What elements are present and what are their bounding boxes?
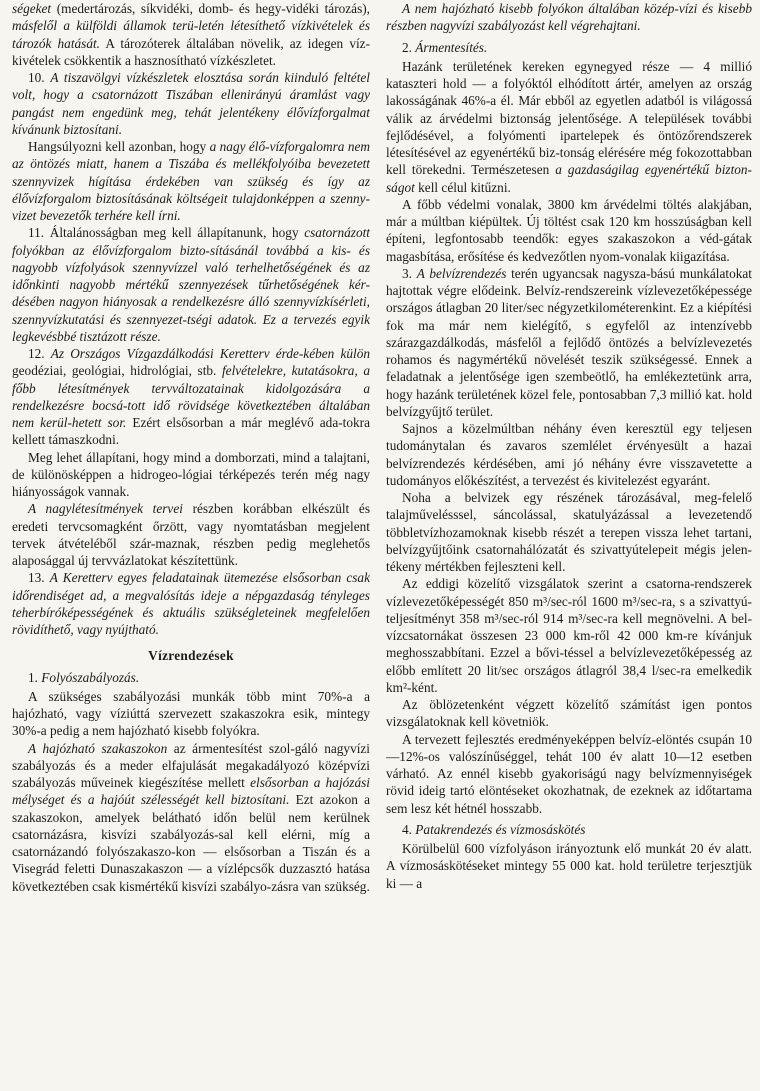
paragraph: Az öblözetenként végzett közelítő számítást igen pontos vizsgálatoknak kell követniök. bbox=[386, 697, 752, 730]
paragraph: Meg lehet állapítani, hogy mind a domborzati, mind a talajtani, de különösképpen a hidrogeo-lógiai térképezés terén még nagy hiányosságok vannak. bbox=[12, 449, 370, 499]
paragraph: ségeket (medertározás, síkvidéki, domb- és hegy-vidéki tározás), másfelől a külföldi államok terü-letén létesíthető vízkivételek és tározók hatását. A tározóterek általában növelik, az idegen víz-kivételek csökkentik a hasznosítható vízkészletet. bbox=[12, 1, 370, 68]
paragraph: A főbb védelmi vonalak, 3800 km árvédelmi töltés alakjában, már a múltban kiépültek. Új töltést csak 120 km hosszúságban kell építeni, legfontosabb teendők: egyes szakaszokon a véd-gátak magasbítása, erősítése és kedvezőtlen nyom-vonalak kiigazítása. bbox=[386, 196, 752, 264]
paragraph: A nagylétesítmények tervei részben korábban elkészült és eredeti tervcsomagként őrzött, vagy nyomtatásban megjelent tervek átvételéből szár-maznak, részben pedig meglehetős alaposággal új tervvázlatokat készítettünk. bbox=[12, 501, 370, 568]
paragraph: Hangsúlyozni kell azonban, hogy a nagy élő-vízforgalomra nem az öntözés miatt, hanem a Tiszába és mellékfolyóiba bevezetett szennyvizek hígítása érdekében van szükség és így az élővízforgalom biztosításának költségeit tulajdonképpen a szenny-vizet bevezetők terhére kell írni. bbox=[12, 139, 370, 223]
subsection-heading: 1. Folyószabályozás. bbox=[28, 669, 140, 685]
paragraph: A tervezett fejlesztés eredményeképpen belvíz-elöntés csupán 10—12%-os valószínűséggel, tehát 100 év alatt 10—12 esetben várható. Az ennél kisebb gyakoriságú nagy belvízmennyiségek rövid ideig tartó elöntéseket okozhatnak, de ezeknek az időtartama sem lesz két hétnél hosszabb. bbox=[386, 731, 752, 816]
section-heading: Vízrendezések bbox=[148, 648, 234, 664]
paragraph: A szükséges szabályozási munkák több mint 70%-a a hajózható, vagy víziúttá szervezett szakaszokra esik, mintegy 30%-a pedig a nem hajózható kisebb folyókra. bbox=[12, 688, 370, 739]
paragraph: A hajózható szakaszokon az ármentesítést szol-gáló nagyvízi szabályozás és a meder elfajulását megakadályozó középvízi szabályozás műveinek kiegészítése mellett elsősorban a hajózási mélységet és a hajóút szélességét kell biztosítani. Ezt azokon a szakaszokon, amelyek belátható időn belül nem kerülnek csatornázásra, kisvízi szabályozás-sal kell elérni, míg a csatornázandó folyószakaszo-kon — elsősorban a Tiszán és a Visegrád feletti Dunaszakaszon — a vízlépcsők duzzasztó hatása következtében csak kismértékű kisvízi szabályo-zásra van szükség. bbox=[12, 740, 370, 894]
paragraph: Noha a belvizek egy részének tározásával, meg-felelő talajművelésssel, sáncolással, skatulyázással a levezetendő többletvízhozamoknak kisebb részét a terepen vissza lehet tartani, belvízgyűjtőink csatornahálózatát és szivattyútelepeit mégis jelen-tékeny mértékben fejleszteni kell. bbox=[386, 490, 752, 574]
paragraph: 10. A tiszavölgyi vízkészletek elosztása során kiinduló feltétel volt, hogy a csatornázott Tiszában ellenirányú áramlást vagy pangást nem engedünk meg, tehát jelentékeny élővízforgalmat kívánunk biztosítani. bbox=[12, 70, 370, 137]
paragraph: Sajnos a közelmúltban néhány éven keresztül egy teljesen tudománytalan és zavaros szemlélet érvényesült a hazai belvízrendezés kérdésében, ami jó néhány évre visszavetette a tudományos előkészítést, a tervezést és kivitelezést egyaránt. bbox=[386, 421, 752, 488]
paragraph: 3. A belvízrendezés terén ugyancsak nagysza-bású munkálatokat hajtottak végre elődeink. Belvíz-rendszereink vízlevezetőképessége országos átlagban 20 liter/sec négyzetkilométerenkint. Ez a kiépítési fok ma már nem kielégítő, s egyfelől az intenzívebb szárazgazdálkodás, másfelől a fejlődő öntözés a belvízlevezetés rohamos és nagymértékű növelését teszik szükségessé. Ennek a feladatnak a jelentősége igen szembeötlő, ha emlékeztetünk arra, hogy hazánk területének közel fele, pontosabban 7,3 millió kat. hold belvízgyűjtő terület. bbox=[386, 265, 752, 419]
paragraph: Hazánk területének kereken egynegyed része — 4 millió kataszteri hold — a folyóktól elhódított ártér, amelyen az ország lakosságának 46%-a él. Már ebből az egyetlen adatból is világossá válik az árvédelmi biztonság jelentősége. A települések további fejlődésével, a folyómenti ipartelepek és öntözőrendszerek létesítésével az egyenértékű biz-tonság elérésére még fokozottabban kell törekedni. Természetesen a gazdaságilag egyenértékű bizton-ságot kell célul kitűzni. bbox=[386, 58, 752, 195]
paragraph: Körülbelül 600 vízfolyáson irányoztunk elő munkát 20 év alatt. A vízmosáskötéseket mintegy 55 000 kat. hold területre terjesztjük ki — a bbox=[386, 841, 752, 891]
left-column bbox=[12, 0, 370, 1091]
right-column bbox=[386, 0, 752, 1091]
paragraph: 13. A Keretterv egyes feladatainak ütemezése elsősorban csak időrendiséget ad, a megvalósítás ideje a népgazdaság tényleges teherbíróképességének és aktuális szükségleteinek megfelelően rövidíthető, vagy nyújtható. bbox=[12, 570, 370, 637]
paragraph: 11. Általánosságban meg kell állapítanunk, hogy csatornázott folyókban az élővízforgalom bizto-sításánál továbbá a kis- és nagyobb vízfolyások szennyvízzel való terhelhetőségének és az időnkinti nagyobb mértékű szennyezések tűrhetőségének kér-désében nagyon hiányosak a rendelkezésre álló szennyvízkísérleti, szennyvízkutatási és szennyezet-tségi adatok. Ez a tervezés egyik legkevésbbé tisztázott része. bbox=[12, 225, 370, 344]
subsection-heading: 2. Ármentesítés. bbox=[402, 39, 488, 55]
paragraph: A nem hajózható kisebb folyókon általában közép-vízi és kisebb részben nagyvízi szabályozást kell végrehajtani. bbox=[386, 1, 752, 34]
subsection-heading: 4. Patakrendezés és vízmosáskötés bbox=[402, 821, 586, 837]
paragraph: Az eddigi közelítő vizsgálatok szerint a csatorna-rendszerek vízlevezetőképességét 850 m³/sec-ról 1600 m³/sec-ra, s a szivattyú-teljesítményt 358 m³/sec-ról 914 m³/sec-ra kell megnövelni. A bel-vízcsatornákat összesen 23 000 km-ről 42 000 km-re kívánjuk meghosszabbítani. Ezzel a bővi-téssel a belvízlevezetőképesség az előbb említett 20 lit/sec országos átlagról 38,4 l/sec-ra emelkedik km²-ként. bbox=[386, 576, 752, 695]
paragraph: 12. Az Országos Vízgazdálkodási Keretterv érde-kében külön geodéziai, geológiai, hidrológiai, stb. felvételekre, kutatásokra, a főbb létesítmények tervváltozatainak kidolgozására a rendelkezésre bocsá-tott idő rövidsége következtében általában nem kerül-hetett sor. Ezért elsősorban a már meglévő ada-tokra kellett támaszkodni. bbox=[12, 346, 370, 448]
